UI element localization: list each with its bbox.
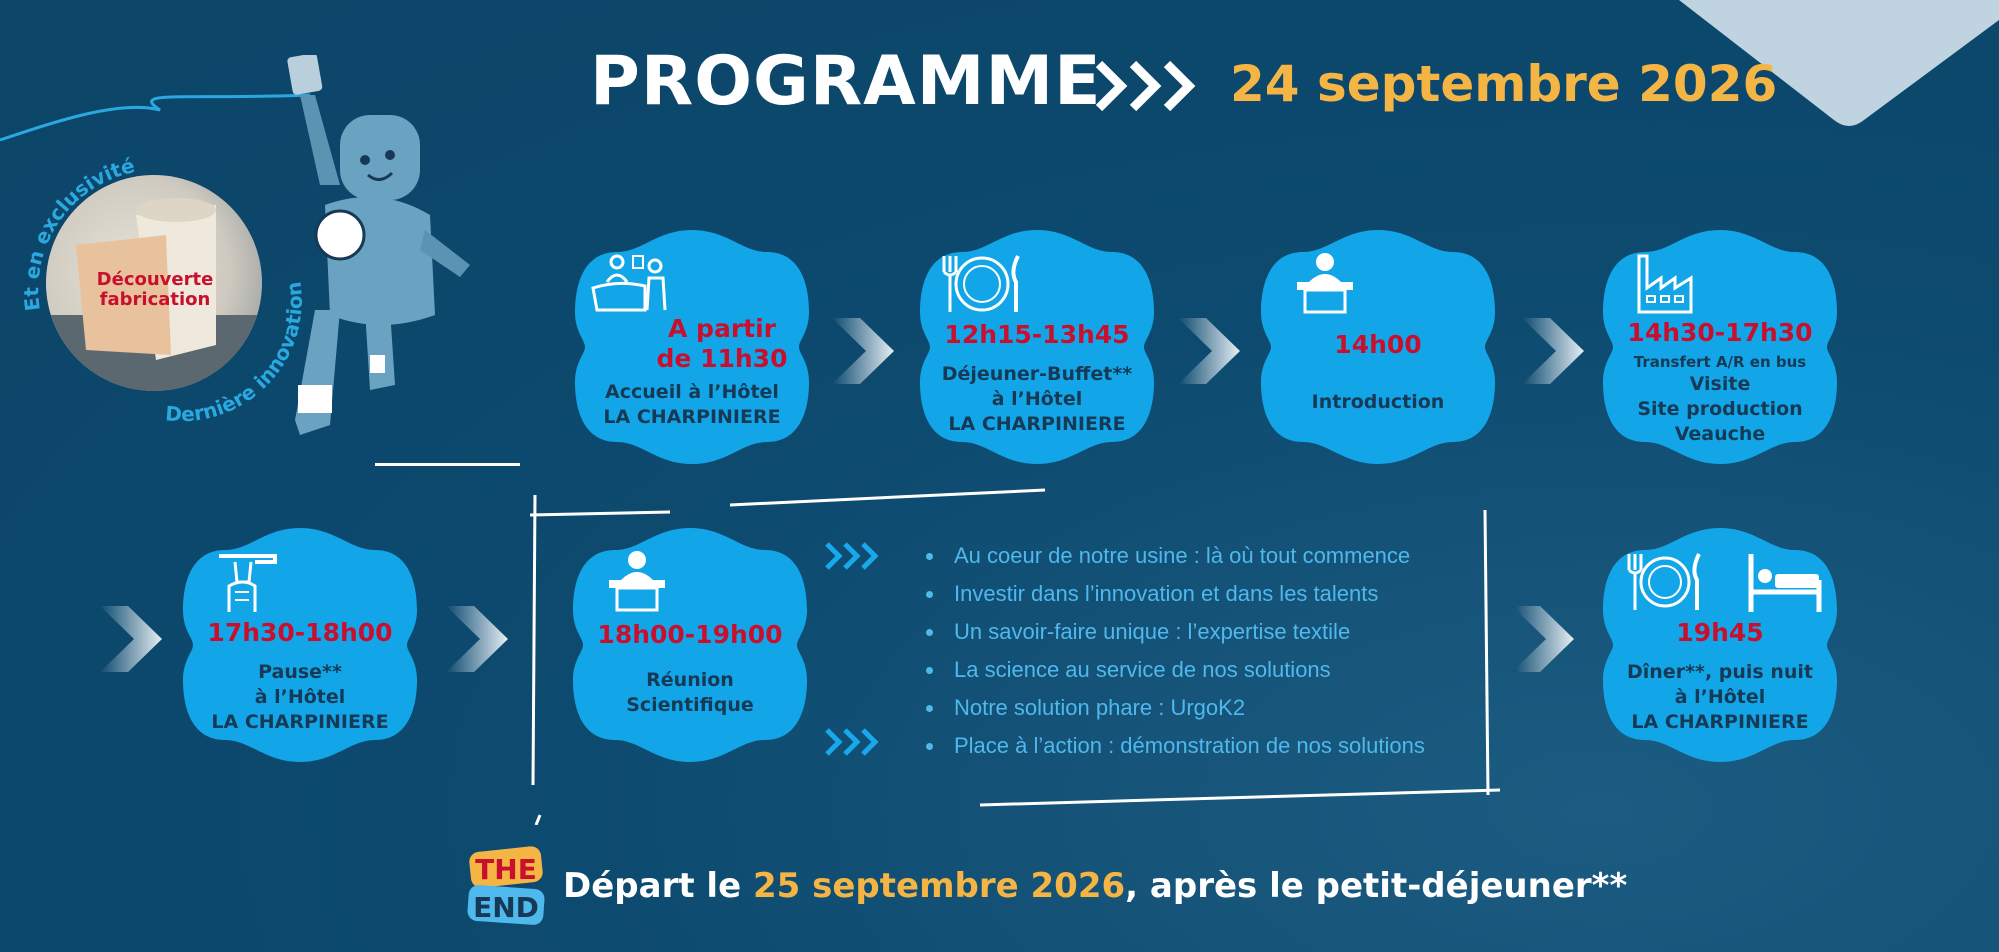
svg-text:Et en exclusivité: Et en exclusivité	[19, 153, 138, 313]
step-time: 14h00	[1334, 330, 1422, 359]
program-step-card	[912, 222, 1162, 472]
chevron-right-icon	[100, 606, 164, 672]
mascot-underline	[375, 463, 520, 466]
topic-item: Un savoir-faire unique : l’expertise textile	[920, 613, 1480, 651]
chevron-right-icon	[832, 318, 896, 384]
svg-text:THE: THE	[475, 853, 537, 886]
topic-item: Investir dans l’innovation et dans les talents	[920, 575, 1480, 613]
step-description: Accueil à l’Hôtel LA CHARPINIERE	[603, 381, 781, 428]
mascot-illustration	[270, 55, 490, 455]
step-time: A partir de 11h30	[656, 314, 788, 373]
program-step-card	[1595, 222, 1845, 472]
step-time: 19h45	[1676, 618, 1764, 647]
promo-label: Découverte fabrication	[96, 269, 214, 310]
topic-item: Place à l’action : démonstration de nos solutions	[920, 727, 1480, 765]
chevron-right-icon	[1178, 318, 1242, 384]
departure-note: Départ le 25 septembre 2026, après le petit-déjeuner**	[563, 866, 1628, 906]
step-time: 14h30-17h30	[1627, 318, 1813, 347]
topic-item: Au coeur de notre usine : là où tout commence	[920, 537, 1480, 575]
step-time: 17h30-18h00	[207, 618, 393, 647]
program-step-card	[1253, 222, 1503, 472]
triple-chevron-icon	[1095, 58, 1205, 114]
chevron-right-icon	[1512, 606, 1576, 672]
step-time: 12h15-13h45	[944, 320, 1130, 349]
topic-item: La science au service de nos solutions	[920, 651, 1480, 689]
page-title: PROGRAMME	[590, 42, 1102, 121]
svg-text:END: END	[473, 891, 539, 924]
step-description: Dîner**, puis nuit à l’Hôtel LA CHARPINIERE	[1627, 661, 1813, 733]
step-description: Introduction	[1311, 391, 1445, 413]
chevron-right-icon	[1522, 318, 1586, 384]
chevron-right-icon	[446, 606, 510, 672]
program-step-card	[1595, 520, 1845, 770]
step-description: Déjeuner-Buffet** à l’Hôtel LA CHARPINIERE	[941, 363, 1133, 435]
program-step-card	[175, 520, 425, 770]
topic-item: Notre solution phare : UrgoK2	[920, 689, 1480, 727]
program-step-card	[567, 222, 817, 472]
step-description: Transfert A/R en bus Visite Site production Veauche	[1633, 353, 1807, 445]
event-date: 24 septembre 2026	[1230, 55, 1778, 113]
the-end-badge	[460, 845, 552, 927]
step-description: Réunion Scientifique	[626, 669, 754, 716]
topics-list	[920, 537, 1480, 765]
step-time: 18h00-19h00	[597, 620, 783, 649]
svg-text:Dernière innovation: Dernière innovation	[164, 280, 307, 427]
step-description: Pause** à l’Hôtel LA CHARPINIERE	[211, 661, 389, 733]
